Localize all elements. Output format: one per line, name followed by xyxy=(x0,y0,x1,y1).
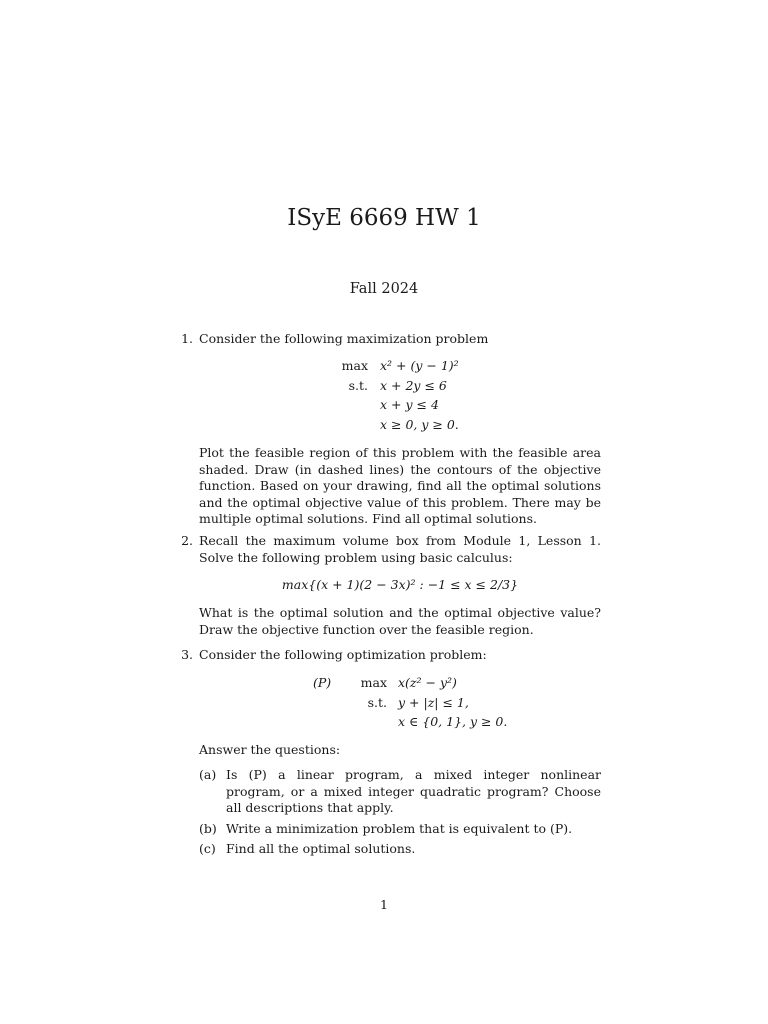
model-expression: x ≥ 0, y ≥ 0. xyxy=(380,416,459,432)
model-label: max xyxy=(360,675,387,690)
problem-2-intro: Recall the maximum volume box from Module 1, Lesson 1. Solve the following problem using basic calculus: xyxy=(199,533,601,565)
problem-3-lead: Answer the questions: xyxy=(199,742,341,757)
problem-2-text: What is the optimal solution and the optimal objective value? Draw the objective function over the feasible region. xyxy=(199,605,601,637)
list-item xyxy=(199,821,601,838)
list-item xyxy=(199,841,601,858)
problem-1-text: Plot the feasible region of this problem with the feasible area shaded. Draw (in dashed lines) the contours of the objective function. Based on your drawing, find all the optimal solutions and the optimal objective value of this problem. There may be multiple optimal solutions. Find all optimal solutions. xyxy=(199,445,601,526)
model-label: s.t. xyxy=(348,377,368,393)
model-expression: x + y ≤ 4 xyxy=(380,397,439,412)
problem-3-model xyxy=(313,673,507,732)
model-expression: x(z² − y²) xyxy=(398,675,457,690)
problem-2-equation: max{(x + 1)(2 − 3x)² : −1 ≤ x ≤ 2/3} xyxy=(281,577,519,592)
model-expression: x² + (y − 1)² xyxy=(380,358,459,373)
model-expression: y + |z| ≤ 1, xyxy=(398,694,469,710)
model-name: (P) xyxy=(313,675,332,690)
part-label: (a) xyxy=(199,767,217,782)
part-text: Write a minimization problem that is equivalent to (P). xyxy=(226,820,573,836)
list-item xyxy=(199,767,601,817)
document-title: ISyE 6669 HW 1 xyxy=(287,205,481,231)
problem-1-intro: Consider the following maximization problem xyxy=(199,331,489,346)
problem-3-parts xyxy=(199,767,601,858)
model-expression: x ∈ {0, 1}, y ≥ 0. xyxy=(398,714,508,729)
problem-2-number: 2. xyxy=(181,533,193,548)
part-text: Is (P) a linear program, a mixed integer nonlinear program, or a mixed integer quadratic program? Choose all descriptions that apply. xyxy=(226,767,601,815)
problem-1-number: 1. xyxy=(181,331,193,346)
problem-1-model xyxy=(320,356,459,434)
document-date: Fall 2024 xyxy=(349,281,419,297)
model-expression: x + 2y ≤ 6 xyxy=(380,377,447,393)
page-number: 1 xyxy=(380,897,388,912)
model-label xyxy=(349,712,387,732)
problem-3-number: 3. xyxy=(181,647,193,662)
part-text: Find all the optimal solutions. xyxy=(226,841,416,856)
model-label: max xyxy=(341,358,368,373)
model-label: s.t. xyxy=(367,694,387,710)
model-label xyxy=(320,395,368,415)
part-label: (c) xyxy=(199,841,216,856)
problem-3-intro: Consider the following optimization problem: xyxy=(199,647,487,662)
part-label: (b) xyxy=(199,820,217,836)
model-label xyxy=(320,415,368,435)
